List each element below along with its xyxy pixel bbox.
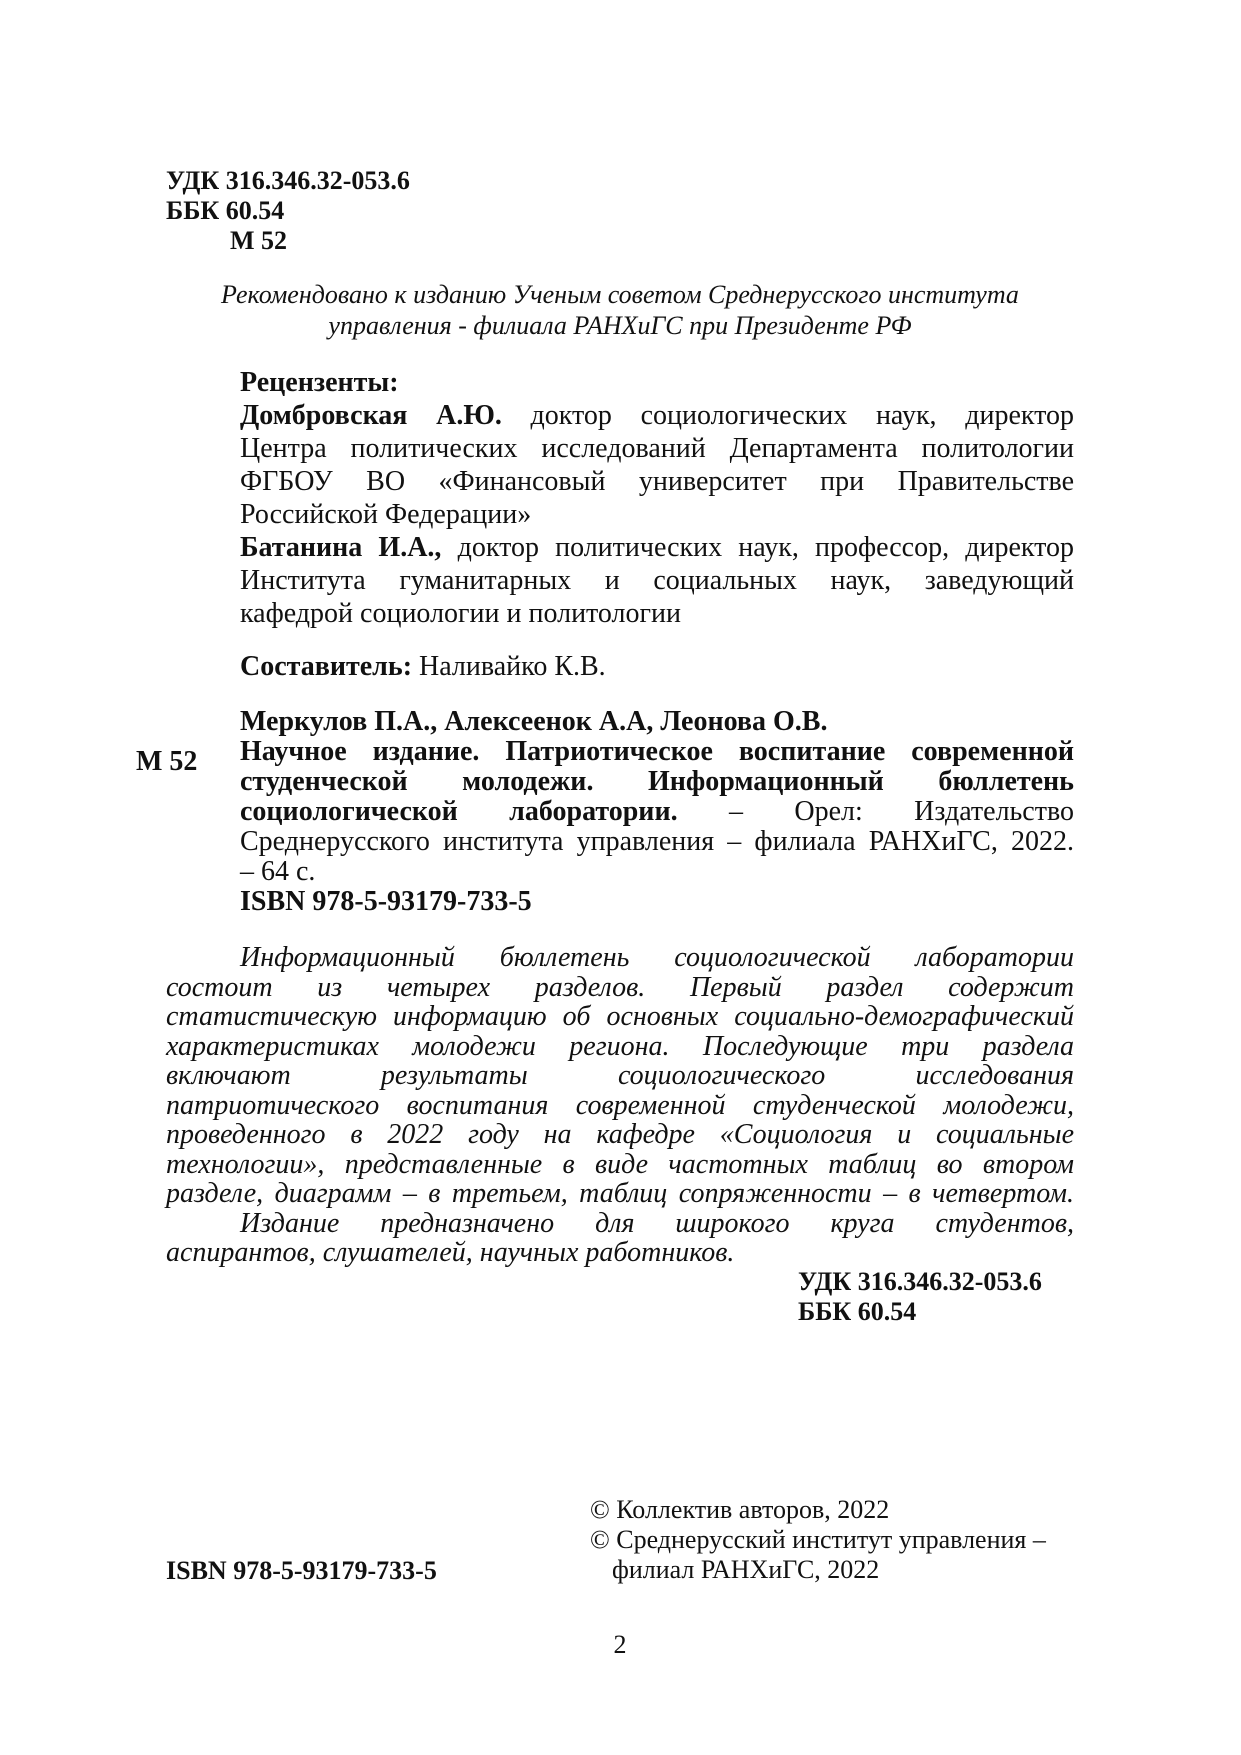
header-code: М 52 — [230, 226, 288, 255]
copyright-authors: © Коллектив авторов, 2022 — [590, 1495, 890, 1524]
biblio-code: М 52 — [136, 746, 198, 777]
header-udk: УДК 316.346.32-053.6 — [166, 166, 410, 195]
reviewer-1-line4: Российской Федерации» — [240, 499, 532, 530]
annotation-line: состоит из четырех разделов. Первый раздел содержит — [166, 971, 1074, 1003]
recommendation-line1: Рекомендовано к изданию Ученым советом Среднерусского института — [221, 280, 1019, 309]
reviewer-1-line2: Центра политических исследований Департамента политологии — [240, 433, 1074, 464]
biblio-line4: Среднерусского института управления – филиала РАНХиГС, 2022. — [240, 826, 1074, 857]
annotation-line: Информационный бюллетень социологической лаборатории — [240, 942, 1074, 973]
annotation-line: характеристиках молодежи региона. Последующие три раздела — [166, 1030, 1074, 1062]
annotation-line: аспирантов, слушателей, научных работников. — [166, 1237, 735, 1268]
reviewer-2-line3: кафедрой социологии и политологии — [240, 598, 681, 629]
compiler-label: Составитель: — [240, 651, 413, 682]
biblio-title-bold: социологической лаборатории. — [240, 796, 678, 827]
biblio-title-line3 — [240, 797, 1074, 827]
reviewer-1-name: Домбровская А.Ю. — [240, 400, 502, 431]
biblio-title-line1: Научное издание. Патриотическое воспитание современной — [240, 736, 1074, 767]
reviewer-1-line3: ФГБОУ ВО «Финансовый университет при Правительстве — [240, 466, 1074, 497]
compiler-name: Наливайко К.В. — [419, 651, 606, 682]
biblio-isbn: ISBN 978-5-93179-733-5 — [240, 886, 532, 917]
copyright-institute: © Среднерусский институт управления – — [590, 1525, 1046, 1554]
reviewers-block — [240, 366, 1074, 630]
biblio-publisher: – Орел: Издательство — [728, 796, 1074, 827]
reviewers-heading: Рецензенты: — [240, 367, 399, 398]
reviewer-2-title: доктор политических наук, профессор, директор — [457, 532, 1075, 563]
recommendation-line2: управления - филиала РАНХиГС при Президенте РФ — [328, 311, 912, 340]
annotation — [166, 943, 1074, 1268]
recommendation — [150, 279, 1090, 341]
annotation-bbk: ББК 60.54 — [798, 1297, 917, 1326]
annotation-udk: УДК 316.346.32-053.6 — [798, 1267, 1042, 1296]
annotation-line: технологии», представленные в виде частотных таблиц во втором — [166, 1148, 1074, 1180]
annotation-line: проведенного в 2022 году на кафедре «Социология и социальные — [166, 1119, 1074, 1150]
biblio-authors: Меркулов П.А., Алексеенок А.А, Леонова О.В. — [240, 706, 828, 737]
footer-isbn: ISBN 978-5-93179-733-5 — [166, 1556, 437, 1585]
reviewer-2-line2: Института гуманитарных и социальных наук, заведующий — [240, 565, 1074, 596]
annotation-line: Издание предназначено для широкого круга студентов, — [240, 1207, 1074, 1239]
copyright-institute-cont: филиал РАНХиГС, 2022 — [612, 1555, 880, 1584]
reviewer-2-name: Батанина И.А., — [240, 532, 442, 563]
biblio-pages: – 64 с. — [240, 856, 316, 887]
header-bbk: ББК 60.54 — [166, 196, 285, 225]
biblio-block — [240, 707, 1074, 917]
annotation-line: статистическую информацию об основных социально-демографический — [166, 1001, 1074, 1032]
reviewer-1-line1 — [240, 399, 1074, 432]
annotation-line: разделе, диаграмм – в третьем, таблиц сопряженности – в четвертом. — [166, 1178, 1074, 1209]
page-number: 2 — [613, 1630, 627, 1659]
compiler — [240, 650, 606, 683]
annotation-line: патриотического воспитания современной студенческой молодежи, — [166, 1089, 1074, 1121]
reviewer-2-line1 — [240, 531, 1074, 564]
annotation-line: включают результаты социологического исследования — [166, 1060, 1074, 1091]
biblio-title-line2: студенческой молодежи. Информационный бюллетень — [240, 766, 1074, 797]
reviewer-1-title: доктор социологических наук, директор — [530, 400, 1074, 431]
